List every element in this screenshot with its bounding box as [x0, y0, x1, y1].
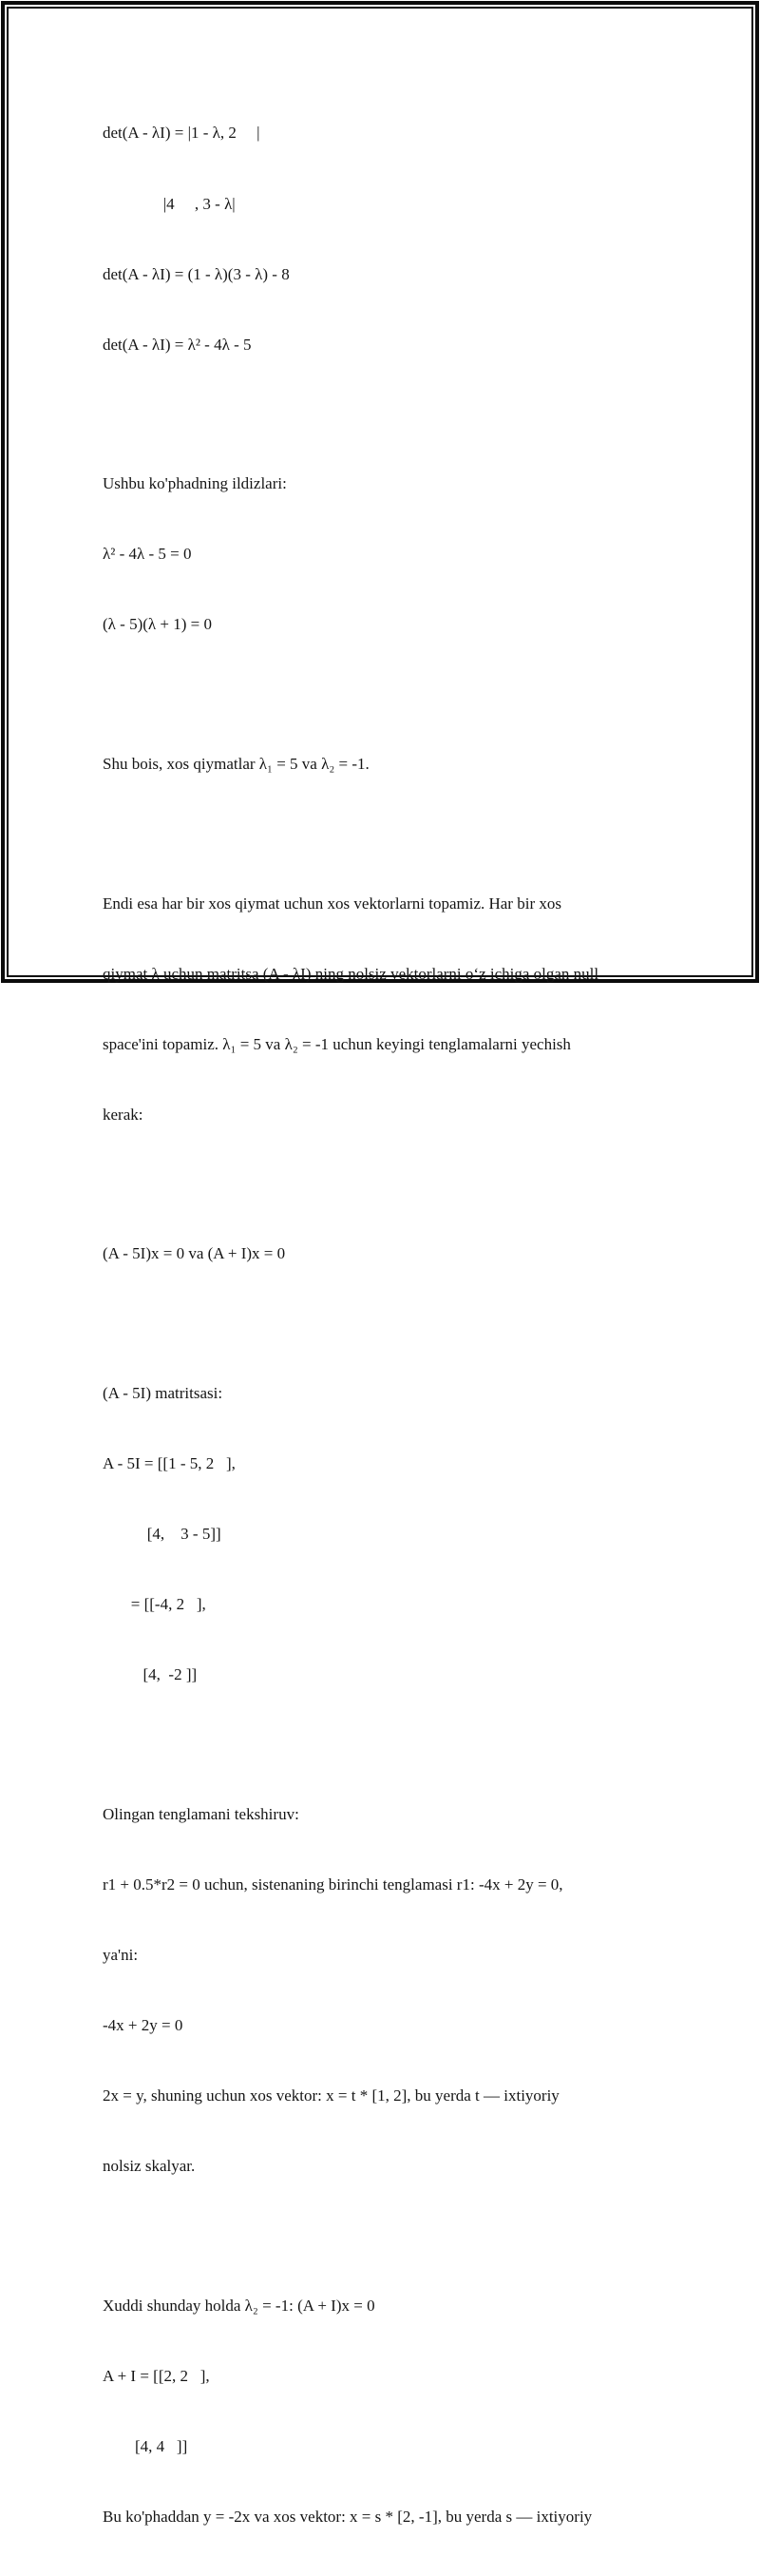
text-line: 2x = y, shuning uchun xos vektor: x = t * [1, 2], bu yerda t — ixtiyoriy [103, 2086, 560, 2105]
text-line: [4, -2 ]] [103, 1665, 198, 1684]
text-line: qiymat λ uchun matritsa (A - λI) ning nolsiz vektorlarni o‘z ichiga olgan null [103, 964, 599, 983]
text-line: -4x + 2y = 0 [103, 2016, 183, 2035]
paragraph-determinant [103, 75, 732, 404]
paragraph-roots [103, 426, 732, 684]
paragraph-lambda2-case [103, 2247, 732, 2576]
paragraph-equations [103, 1196, 732, 1314]
paragraph-eigenvalues [103, 706, 732, 824]
paragraph-equation-check [103, 1756, 732, 2225]
text-line: (A - 5I) matritsasi: [103, 1383, 223, 1402]
text-line: Ushbu ko'phadning ildizlari: [103, 474, 287, 493]
paragraph-matrix-a-minus-5i [103, 1335, 732, 1734]
text-line: kerak: [103, 1105, 143, 1124]
paragraph-eigenvector-intro [103, 845, 732, 1174]
text-line: |4 , 3 - λ| [103, 194, 236, 213]
text-line: det(A - λI) = λ² - 4λ - 5 [103, 335, 252, 354]
text-line: = [[-4, 2 ], [103, 1595, 206, 1614]
text-line: nolsiz skalyar. [103, 2157, 196, 2176]
text-line: det(A - λI) = (1 - λ)(3 - λ) - 8 [103, 264, 290, 283]
text-line: [4, 3 - 5]] [103, 1525, 221, 1544]
text-line: r1 + 0.5*r2 = 0 uchun, sistenaning birinchi tenglamasi r1: -4x + 2y = 0, [103, 1874, 563, 1894]
text-line: [4, 4 ]] [103, 2437, 188, 2456]
text-line: A - 5I = [[1 - 5, 2 ], [103, 1453, 236, 1472]
text-line: (λ - 5)(λ + 1) = 0 [103, 615, 212, 634]
text-line: det(A - λI) = |1 - λ, 2 | [103, 124, 260, 143]
text-line: λ² - 4λ - 5 = 0 [103, 545, 192, 564]
text-line: Olingan tenglamani tekshiruv: [103, 1804, 299, 1823]
text-line: Shu bois, xos qiymatlar λ₁ = 5 va λ₂ = -1. [103, 754, 370, 773]
text-line: space'ini topamiz. λ₁ = 5 va λ₂ = -1 uchun keyingi tenglamalarni yechish [103, 1034, 571, 1053]
text-line: ya'ni: [103, 1946, 139, 1965]
text-line: Endi esa har bir xos qiymat uchun xos vektorlarni topamiz. Har bir xos [103, 894, 561, 913]
text-line: (A - 5I)x = 0 va (A + I)x = 0 [103, 1244, 286, 1263]
text-line: Xuddi shunday holda λ₂ = -1: (A + I)x = 0 [103, 2296, 375, 2315]
text-line: Bu ko'phaddan y = -2x va xos vektor: x = s * [2, -1], bu yerda s — ixtiyoriy [103, 2508, 593, 2527]
text-line: A + I = [[2, 2 ], [103, 2366, 210, 2385]
